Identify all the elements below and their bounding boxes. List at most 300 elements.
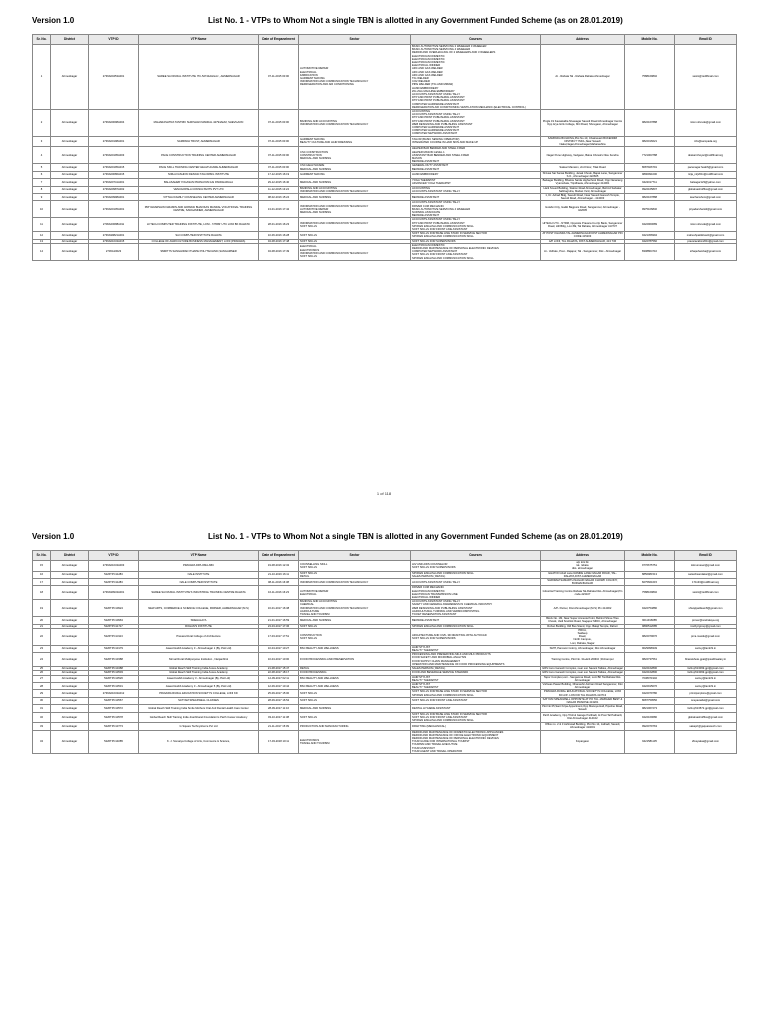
table-row: [33, 171, 737, 178]
mobile-cell: 9822016621: [625, 136, 675, 147]
courses-cell: ACCOUNTS ASSISTANT USING TALLY DRIVER CUM MECHANIC BASIC AUTOMOTIVE SERVICING 4 WHEELER NURSING ASSOCIATE BEDSIDE ASSISTANT: [411, 201, 541, 218]
address-cell: Shivsai Sai Samai Building, Janak Chouk, Bapat Lane, Sangamner S.O., Ahmednagar 422605: [541, 171, 625, 178]
table-row: [33, 628, 737, 645]
courses-cell: ACCOUNTS ASSISTANT USING TALLY DTP AND PRINT PUBLISHING ASSISTANT SPOKEN ENGLISH AND COMMUNICATION SKILL SOFT SKILLS FOR FRONT LINE ASSISTANT: [411, 218, 541, 232]
vtp-name-cell: ROHAN'S INSTITUTE: [139, 624, 259, 628]
table-row: [33, 682, 737, 689]
sr-no-cell: 25: [33, 667, 51, 671]
vtp-id-cell: 5226TPC13773: [89, 723, 139, 730]
table-row: [33, 705, 737, 712]
date-cell: 21-01-2017 16:59: [259, 617, 299, 624]
vtp-name-cell: PRAVARA RURAL EDUCATION SOCIETYS COLLEGE, LONI KD: [139, 690, 259, 697]
vtp-id-cell: 5226TPC11717: [89, 624, 139, 628]
vtp-name-cell: Global Reach Skill Training India Smile Mothers Oral And Dental Health Care Center: [139, 705, 259, 712]
table-row: [33, 164, 737, 171]
courses-cell: BEDSIDE ASSISTANT: [411, 617, 541, 624]
sector-cell: MEDICAL AND NURSING: [299, 705, 411, 712]
courses-cell: BASIC AUTOMOTIVE SERVICING 2 WHEELER 3 WHEELER BASIC AUTOMOTIVE SERVICING 4 WHEELER REPAIR AND OVERHAULING OF 2 WHEELERS AND 3 WHEELERS ELECTRICIAN DOMESTIC ELECTRICIAN DOMESTIC ELECTRICIAN DOMESTIC ELECTRICAL WINDER ARC AND GAS WELDER ARC AND GAS WELDER ARC AND GAS WELDER TIG WELDER CO2 WELDER PIPE WELDER (TIG AND MMAW) HAND EMBROIDERY ZIG ZAG MACHINE EMBROIDERY ACCOUNTS ASSISTANT USING TALLY DTP AND PRINT PUBLISHING ASSISTANT DTP AND PRINT PUBLISHING ASSISTANT COMPUTER HARDWARE ASSISTANT REFRIGERATION AIR CONDITIONING VENTILATION MECHANIC (ELECTRICAL CONTROL): [411, 45, 541, 110]
district-cell: Ahmednagar: [51, 697, 89, 704]
district-cell: Ahmednagar: [51, 171, 89, 178]
vtp-id-cell: 5226TPC13578: [89, 712, 139, 723]
sr-no-cell: 33: [33, 723, 51, 730]
table-row: [33, 675, 737, 682]
district-cell: Ahmednagar: [51, 110, 89, 137]
sr-no-cell: 13: [33, 239, 51, 243]
address-cell: A/P LONI, TAL RAHATA, DIST AHMEDNAGAR, 413 736: [541, 239, 625, 243]
sector-cell: PRODUCTION AND MANUFACTURING: [299, 723, 411, 730]
sr-no-cell: 3: [33, 136, 51, 147]
vtp-id-cell: 2736A00453A001: [89, 45, 139, 110]
vtp-id-cell: 5226TPC13526: [89, 675, 139, 682]
district-cell: Ahmednagar: [51, 653, 89, 667]
vtp-name-cell: PRIYADARSHINI GRAMIN AND ADIWASI BHAVIKAS MANDAL VOCATIONAL TRAINING CENTRE, SANGAMNER, AHMEDNAGAR: [139, 201, 259, 218]
mobile-cell: 9821067273: [625, 705, 675, 712]
vtp-name-cell: NALE COMPUTER INSTITUTE: [139, 579, 259, 586]
courses-cell: SOFT SKILLS FOR BASE LINE STAFF IN SERVICE SECTOR SOFT SKILLS FOR FRONT LINE ASSISTANT SPOKEN ENGLISH AND COMMUNICATION SKILL: [411, 712, 541, 723]
email-cell: sarruy@lambhl.in: [675, 675, 737, 682]
district-cell: Ahmednagar: [51, 586, 89, 600]
vtp-name-cell: PACE CONSTRUCTION TRAINING CENTER AHMEDNAGAR: [139, 147, 259, 164]
vtp-id-cell: 5226TPC13113: [89, 628, 139, 645]
address-cell: AT POST KHANDA TAL AHMEDNAGAR DIST AHMEDNAGAR PIN CODE 415203: [542, 232, 623, 239]
date-cell: 11-12-2015 13:24: [259, 186, 299, 193]
address-cell: Saksar Mansion, 2nd Floor, Tilak Road: [541, 164, 625, 171]
mobile-cell: 8087759556: [625, 697, 675, 704]
sr-no-cell: 11: [33, 218, 51, 232]
table-row: [33, 690, 737, 697]
table-row: [33, 193, 737, 200]
address-cell: Training Centre, Plot No. 3A+E/4 200D2 ,Shrirampur: [541, 653, 625, 667]
sector-cell: SOFT SKILLS: [299, 232, 411, 239]
address-cell: At - Velhale, Post - Rajapur, Tal - Sangamner, Dist - Ahmednagar: [541, 243, 625, 260]
sr-no-cell: 30: [33, 697, 51, 704]
address-cell: Block No. 1M, Near Super Annexia Point, Behind Shree Tiles Chowk, Vadi Snehlok Road, Nagapur MIDC, Ahmednagar: [541, 617, 625, 624]
email-cell: doskar.bhoyar@rediffmail.org: [675, 147, 737, 164]
sr-no-cell: 17: [33, 579, 51, 586]
vtp-name-cell: HI TECH COMPUTER TRAINING INSTITUTE, LONI - 'NTRM' UTC LONI BK RAHATA': [139, 218, 259, 232]
table-row: [33, 579, 737, 586]
vtp-name-cell: SATYAM SPEAKWELL CLASSES: [139, 697, 259, 704]
vtp-id-cell: 2736A01043A012: [89, 690, 139, 697]
vtp-table: [32, 550, 737, 754]
table-header-row: [33, 35, 737, 45]
address-cell: GHATOO Alvid Lane RAMDE LANE NAGAR ROAD, TAL- RAHATA,DIST-AHMEDNAGAR: [541, 571, 625, 578]
email-cell: oneyavaidel@gmail.com: [675, 697, 737, 704]
column-header: Courses: [411, 35, 541, 45]
email-cell: teachanshom@gmail.com: [675, 193, 737, 200]
date-cell: 04-08-2016 17:49: [259, 243, 299, 260]
sr-no-cell: 31: [33, 705, 51, 712]
district-cell: Ahmednagar: [51, 690, 89, 697]
courses-cell: GENERAL DUTY ASSISTANT BEDSIDE ASSISTANT: [411, 164, 541, 171]
table-row: [33, 147, 737, 164]
sr-no-cell: 10: [33, 201, 51, 218]
sr-no-cell: 24: [33, 653, 51, 667]
table-row: [33, 712, 737, 723]
courses-cell: DRIVER CUM MECHANIC ELECTRICIAN DOMESTIC ELECTRICIAN TRANSMISSION LINE ELECTRICAL WINDER: [411, 586, 541, 600]
address-cell: GRS Guru Ganesh Complex, near sun Savant Talkies, Ahmednagar: [542, 671, 623, 675]
table-row: [33, 243, 737, 260]
date-cell: 07-11-2015 00:00: [259, 164, 299, 171]
courses-cell: HAIR STYLIST BEAUTY THERAPIST: [411, 675, 541, 682]
email-cell: bharatshete.gpat@ipsabbwalary.in: [675, 653, 737, 667]
mobile-cell: 7038071902: [625, 675, 675, 682]
sr-no-cell: 21: [33, 624, 51, 628]
column-header: Sector: [299, 35, 411, 45]
vtp-id-cell: 5226TPC13388: [89, 653, 139, 667]
address-cell: GRS Guru Ganesh Complex, near sun Savant Talkies, Ahmednagar: [542, 667, 623, 671]
email-cell: info@sampada.org: [675, 136, 737, 147]
column-header: Date of Empanelment: [259, 551, 299, 561]
table-row: [33, 653, 737, 667]
email-cell: rosthyzgroup@gmail.com: [675, 624, 737, 628]
sector-cell: GARMENT MAKING BEAUTY CULTURE AND HAIR DRESSING: [299, 136, 411, 147]
date-cell: 10-04-2017 10:00: [259, 653, 299, 667]
date-cell: 13-01-2016 17:42: [259, 201, 299, 218]
district-cell: Ahmednagar: [51, 571, 89, 578]
courses-cell: HAIR STYLIST BEAUTY THERAPIST: [411, 682, 541, 689]
table-row: [33, 186, 737, 193]
address-cell: Office no. 2 & 3 Ashirwad Building, Plot No 14, Jathadi, Savedi, Ahmednagar 414001: [541, 723, 625, 730]
sr-no-cell: 15: [33, 561, 51, 572]
mobile-cell: 8308804710: [625, 243, 675, 260]
district-cell: Ahmednagar: [51, 147, 89, 164]
sr-no-cell: 32: [33, 712, 51, 723]
column-header: Address: [541, 35, 625, 45]
table-body: [33, 45, 737, 261]
sector-cell: SOFT SKILLS RETAIL: [299, 571, 411, 578]
sr-no-cell: 23: [33, 645, 51, 652]
page-header: [0, 532, 768, 548]
vtp-id-cell: 5226TPC13567: [89, 697, 139, 704]
courses-cell: TAILOR (BASIC SEWING OPERATOR) INTEGRATED COURSE IN HAIR SKIN AND MAKE UP: [411, 136, 541, 147]
table-row: [33, 617, 737, 624]
page-header: [0, 16, 768, 32]
table-row: [33, 586, 737, 600]
column-header: VTP ID: [89, 35, 139, 45]
sector-cell: ELECTRICAL ELECTRONICS INFORMATION AND COMMUNICATION TECHNOLOGY SOFT SKILLS: [299, 243, 411, 260]
vtp-name-cell: Jawed Habib Academy 3 - Ahmednagar 1 (By JSH Ltd): [139, 645, 259, 652]
column-header: District: [51, 35, 89, 45]
address-cell: Tapor Complex,Loni - Sangamna Road, Loni BK Tal-Rahata Dist-Ahmednagar: [541, 675, 625, 682]
date-cell: 08-02-2016 15:24: [259, 193, 299, 200]
sr-no-cell: 27: [33, 675, 51, 682]
vtp-name-cell: Global Reach Skill Training India Axxes Academy: [139, 667, 259, 671]
sector-cell: COUNSELLING SKILL SOFT SKILLS: [299, 561, 411, 572]
address-cell: Nagar Pune Highway, Vedgaon, Balva Chowk's Nisu Kendra: [541, 147, 625, 164]
date-cell: 25-09-2017 15:00: [259, 690, 299, 697]
date-cell: 16-01-2017 16:38: [259, 600, 299, 617]
column-header: Email ID: [675, 551, 737, 561]
document-title: List No. 1 - VTPs to Whom Not a single TBN is allotted in any Government Funded Scheme (as on 28.01.2019): [208, 16, 623, 25]
vtp-name-cell: NIRLA FASHION DESIGN TAILORING INSTITUTE: [139, 171, 259, 178]
sector-cell: RETAIL: [299, 667, 411, 671]
sector-cell: CSC HEALTHCARE MEDICAL AND NURSING: [299, 164, 411, 171]
date-cell: 28-09-2017 16:52: [259, 697, 299, 704]
district-cell: Ahmednagar: [51, 705, 89, 712]
table-row: [33, 45, 737, 110]
mobile-cell: 9422169680: [625, 712, 675, 723]
email-cell: nirja_nirj2011@rediffmail.com: [675, 171, 737, 178]
vtp-id-cell: 5226TPC13531: [89, 682, 139, 689]
mobile-cell: 9422162800: [625, 667, 675, 671]
address-cell: Harit Sneed Building, Station Road Ahmednagar, Behind Sahakar Sabhagruha, Market Yard, Ahmednagar: [541, 186, 625, 193]
table-row: [33, 697, 737, 704]
courses-cell: HELPER BAR BENDER AND STEEL FIXER HELPER MASON LEVEL 1 ASSISTANT BAR BENDER AND STEEL FIXER MASON BEDSIDE ASSISTANT: [411, 147, 541, 164]
email-cell: G21vp513099.gpt@gmail.com: [675, 671, 737, 675]
vtp-name-cell: NEW ARTS, COMMERCE & SCIENCE COLLEGE, PARNER, AHMEDNAGAR (M.S): [139, 600, 259, 617]
table-row: [33, 723, 737, 730]
sector-cell: BSC BEAUTY AND WELLNESS: [299, 645, 411, 652]
sector-cell: MEDICAL AND NURSING: [299, 193, 411, 200]
courses-cell: SPOKEN ENGLISH AND COMMUNICATION SKILL SALES PERSON ( RETAIL): [411, 571, 541, 578]
email-cell: G21vp513572.gpt@gmail.com: [675, 705, 737, 712]
address-cell: SATYAM SPEAKWELL OPPOSITE AT PO TAL JAMKHED BEST & NAGAR PRADISE 413201: [541, 697, 625, 704]
sector-cell: SOFT SKILLS: [299, 624, 411, 628]
district-cell: Ahmednagar: [51, 186, 89, 193]
district-cell: Ahmednagar: [51, 45, 89, 110]
date-cell: 21-10-2016 16:11: [259, 571, 299, 578]
courses-cell: BEDSIDE ASSISTANT: [411, 193, 541, 200]
column-header: Sector: [299, 551, 411, 561]
table-row: [33, 201, 737, 218]
courses-cell: ELECTRICIAN DOMESTIC REPAIR AND MAINTENANCE OF PERSONAL ELECTRONIC DEVICES COMPUTER NETWORK ASSISTANT SOFT SKILLS FOR FRONT LINE ASSISTANT SPOKEN ENGLISH AND COMMUNICATION SKILL: [411, 243, 541, 260]
mobile-cell: 7721003788: [625, 147, 675, 164]
vtp-id-cell: 2736A00987A002: [89, 186, 139, 193]
version-label: Version 1.0: [32, 532, 75, 541]
date-cell: 16-11-2016 16:23: [259, 586, 299, 600]
page-footer: 1 of 118: [376, 491, 392, 496]
courses-cell: DRAFTING (MECHANICAL): [411, 723, 541, 730]
courses-cell: FOOD AND BEVERAGE SERVICE STEWARD: [411, 671, 541, 675]
address-cell: Parth Academy, Opp Trishul Garage Parthadi, At Post Tal Pathardi, Dist Ahmednagar 414102: [541, 712, 625, 723]
vtp-id-cell: 5226TPC13503: [89, 671, 139, 675]
district-cell: Ahmednagar: [51, 712, 89, 723]
table-header-row: [33, 551, 737, 561]
document-title: List No. 1 - VTPs to Whom Not a single TBN is allotted in any Government Funded Scheme (as on 28.01.2019): [208, 532, 623, 541]
courses-cell: HAIR STYLIST BEAUTY THERAPIST: [411, 645, 541, 652]
sr-no-cell: 16: [33, 571, 51, 578]
mobile-cell: 9421456994: [625, 232, 675, 239]
email-cell: sssitc@rediffmail.com: [675, 586, 737, 600]
courses-cell: PROCESSING AND PRESERVING MILK AND MILK PRODUCTS FOOD SAFETY AND MICROBIAL ANALYSIS FOOD SUPPLY CHAIN MANAGEMENT OPERATION AND MAINTENANCE OF FOOD PROCESSING EQUIPMENTS: [411, 653, 541, 667]
sr-no-cell: 5: [33, 164, 51, 171]
email-cell: sthapehamba@gmail.com: [675, 243, 737, 260]
sector-cell: SOFT SKILLS: [299, 697, 411, 704]
vtp-id-cell: 2736A00195A003: [89, 147, 139, 164]
vtp-name-cell: VENUGOPALA CONSULTANTS PVT LTD: [139, 186, 259, 193]
mobile-cell: 9422017711: [625, 179, 675, 186]
address-cell: a/p loni bk tal- rahata dist- ahmednagar: [541, 561, 625, 572]
column-header: Mobile No.: [625, 35, 675, 45]
vtp-name-cell: SHREE SAI RURAL INSTITUTE'S INDUSTRIAL TRAINING CENTRE RAHATA: [139, 586, 259, 600]
column-header: Email ID: [675, 35, 737, 45]
vtp-id-cell: 2736A00195A015: [89, 164, 139, 171]
district-cell: Ahmednagar: [51, 179, 89, 186]
mobile-cell: 9011916685: [625, 617, 675, 624]
sector-cell: AUTOMOTIVE REPAIR ELECTRICAL: [299, 586, 411, 600]
district-cell: Ahmednagar: [51, 164, 89, 171]
courses-cell: ACCOUNTING ACCOUNTS ASSISTANT USING TALLY DTP AND PRINT PUBLISHING ASSISTANT DTP AND PRINT PUBLISHING ASSISTANT WEB DESIGNING AND PUBLISHING ASSISTANT COMPUTER HARDWARE ASSISTANT COMPUTER HARDWARE ASSISTANT COMPUTER NETWORK ASSISTANT: [411, 110, 541, 137]
district-cell: Ahmednagar: [51, 682, 89, 689]
vtp-name-cell: Pravara Rural College of Architecture: [139, 628, 259, 645]
mobile-cell: 9422915076: [625, 682, 675, 689]
district-cell: Ahmednagar: [51, 218, 89, 232]
mobile-cell: 9422754880: [625, 600, 675, 617]
email-cell: loknumeser@gmail.com: [675, 561, 737, 572]
email-cell: globalnashofffice@gmail.com: [675, 712, 737, 723]
sr-no-cell: 19: [33, 600, 51, 617]
district-cell: Ahmednagar: [51, 617, 89, 624]
sr-no-cell: 9: [33, 193, 51, 200]
email-cell: sarruy@lambhl.in: [675, 682, 737, 689]
sector-cell: BSC BEAUTY AND WELLNESS: [299, 682, 411, 689]
column-header: Courses: [411, 551, 541, 561]
table-row: [33, 218, 737, 232]
date-cell: 17-03-2018 10:11: [259, 730, 299, 753]
courses-cell: SOFT SKILLS FOR FRONT LINE ASSISTANT: [411, 697, 541, 704]
table-row: [33, 110, 737, 137]
sr-no-cell: 8: [33, 186, 51, 193]
sector-cell: GARMENT MAKING: [299, 171, 411, 178]
column-header: Sr. No.: [33, 551, 51, 561]
vtp-id-cell: 2736A10023: [89, 243, 139, 260]
sr-no-cell: 26: [33, 671, 51, 675]
sector-cell: CSC CONSTRUCTION CONSTRUCTION MEDICAL AND NURSING: [299, 147, 411, 164]
vtp-id-cell: 5226TPC11283: [89, 571, 139, 578]
table-row: [33, 730, 737, 753]
table-row: [33, 232, 737, 239]
table-row: [33, 645, 737, 652]
sector-cell: INFORMATION AND COMMUNICATION TECHNOLOGY AUTOMOTIVE REPAIR MEDICAL AND NURSING: [299, 201, 411, 218]
vtp-id-cell: 5226TPC13488: [89, 667, 139, 671]
column-header: District: [51, 551, 89, 561]
date-cell: 07-11-2015 00:00: [259, 136, 299, 147]
sr-no-cell: 20: [33, 617, 51, 624]
date-cell: 21-08-2017 15:47: [259, 667, 299, 671]
mobile-cell: 9890991000: [625, 171, 675, 178]
mobile-cell: 9029998349: [625, 645, 675, 652]
email-cell: shivajipatilsam8@gmail.com: [675, 600, 737, 617]
date-cell: 07-11-2015 00:00: [259, 147, 299, 164]
email-cell: sarruy@lambhl.in: [675, 645, 737, 652]
email-cell: prover@snehalaya.org: [675, 617, 737, 624]
vtp-name-cell: MAHARASHTRA TANTRIK SHIKSHAN MANDAL 42794AHM, SHEVGAON: [139, 110, 259, 137]
date-cell: 23-03-2017 17:36: [259, 624, 299, 628]
vtp-name-cell: K. J. Somaiya College of Arts, Commerce & Science,: [139, 730, 259, 753]
vtp-id-cell: 2736A99943A001: [89, 586, 139, 600]
courses-cell: ACCOUNTING ACCOUNTS ASSISTANT USING TALLY: [411, 186, 541, 193]
date-cell: 17-03-2017 17:51: [259, 628, 299, 645]
mobile-cell: 9422787560: [625, 239, 675, 243]
date-cell: 19-08-2016 12:32: [259, 561, 299, 572]
vtp-name-cell: SHREE SAI RURAL INSTITUTE ITC-52744AHGAJ , AHMEDNAGAR: [139, 45, 259, 110]
mobile-cell: 9975106840: [625, 201, 675, 218]
vtp-name-cell: COLLEGE OF AGRICULTURE BUSINESS MANAGEMENT, LONI (PRAVARA): [139, 239, 259, 243]
mobile-cell: 7588169802: [625, 586, 675, 600]
sector-cell: FOOD PROCESSING: [299, 671, 411, 675]
date-cell: 03-10-2017 11:38: [259, 712, 299, 723]
vtp-id-cell: 5226TPC13572: [89, 705, 139, 712]
sr-no-cell: 7: [33, 179, 51, 186]
vtp-name-cell: VITTHAI FAMILY COUNSELING CENTER AHMEDNAGAR: [139, 193, 259, 200]
email-cell: 171133@rediffmail.org: [675, 579, 737, 586]
courses-cell: HIV AND AIDS COUNSELOR SOFT SKILLS FOR SUPERVISORS: [411, 561, 541, 572]
district-cell: Ahmednagar: [51, 201, 89, 218]
sr-no-cell: 6: [33, 171, 51, 178]
courses-cell: YOGA THERAPIST ADVANCED YOGA THERAPIST: [411, 179, 541, 186]
date-cell: 29-12-2015 16:40: [259, 179, 299, 186]
vtp-name-cell: SNEHALAYA: [139, 617, 259, 624]
mobile-cell: 9422162800: [625, 671, 675, 675]
vtp-id-cell: 2736A00741A001: [89, 179, 139, 186]
courses-cell: ARCHITECTURE AND CIVIL 3D DRAFTING WITH AUTOCAD SOFT SKILLS FOR SUPERVISORS: [411, 628, 541, 645]
vtp-id-cell: 2736A00998A001: [89, 193, 139, 200]
address-cell: HITECH UTC - NTRM, Opposite Pravara Co-Op Bank, Sangamner Road, Hill Bldg, Loni Bk, Tal Rahata, Ahmednagar 413737: [541, 218, 625, 232]
address-cell: Plot No 05,Sant Kripa Appartment,Opp Maneya Hall, Pipeline Road, Savedi: [542, 705, 623, 712]
version-label: Version 1.0: [32, 16, 75, 25]
sector-cell: BSC BEAUTY AND WELLNESS: [299, 675, 411, 682]
courses-cell: ACCOUNTS ASSISTANT USING TALLY SAFETY AND GENERAL AWARENESS IN CHEMICAL INDUSTRY WEB DESIGNING AND PUBLISHING ASSISTANT AGRICULTURAL TURNING AND VERMICOMPOSTING TICKET RESERVATION ASSISTANT: [411, 600, 541, 617]
sr-no-cell: 29: [33, 690, 51, 697]
vtp-name-cell: SAMPADA TRUST, AHMEDNAGAR: [139, 136, 259, 147]
courses-cell: REPAIR AND MAINTENANCE OF DOMESTIC ELECTRONIC APPLIANCES REPAIR AND MAINTENANCE OF OFFICE ELECTRONIC EQUIPMENT REPAIR AND MAINTENANCE OF PERSONAL ELECTRONIC DEVICES TOUR GUIDE FOR INTERNATIONAL TOURIST TOURISM AND TRAVEL EXECUTIVE TOUR ASSISTANT TOUR AGENT AND TRAVEL OPERATOR: [411, 730, 541, 753]
address-cell: SHRIRAM SAMARTH NAGAR NAGAR CHOWK COLONY, BURHANNAGAR: [541, 579, 625, 586]
courses-cell: SALES PERSON ( RETAIL): [411, 667, 541, 671]
address-cell: PRCA, Saideep Road, North Campus, Loni, Rahata, Nagar: [541, 628, 625, 645]
mobile-cell: 9776675751: [625, 561, 675, 572]
courses-cell: SOFT SKILLS FOR BASE LINE STAFF IN SERVICE SECTOR SPOKEN ENGLISH AND COMMUNICATION SKILL: [411, 232, 541, 239]
vtp-id-cell: 5226TPC10924: [89, 600, 139, 617]
date-cell: 17-12-2015 16:19: [259, 171, 299, 178]
mobile-cell: 7588169802: [625, 45, 675, 110]
date-cell: 10-06-2016 16:28: [259, 232, 299, 239]
vtp-id-cell: 2736A01043A003: [89, 561, 139, 572]
sr-no-cell: 18: [33, 586, 51, 600]
district-cell: Ahmednagar: [51, 667, 89, 671]
district-cell: Ahmednagar: [51, 671, 89, 675]
mobile-cell: 8087926791: [625, 164, 675, 171]
address-cell: SAMPADA BUILDING,Plot No.10, Chakravarti BUKENDRI DISTRICT YMCL,Near Savedi Naka,Nagar,Ahmednagar,Maharashtra: [541, 136, 625, 147]
vtp-id-cell: 2736A00105A001: [89, 201, 139, 218]
sr-no-cell: 22: [33, 628, 51, 645]
address-cell: Industrial Training Centre Rahata Tal-Rahata Dist- Ahmednagar,Pin code-423107: [541, 586, 625, 600]
date-cell: 21-11-2017 15:09: [259, 723, 299, 730]
date-cell: 12-09-2017 10:44: [259, 682, 299, 689]
vtp-name-cell: SMRITI'S SANGHIRAD ITHAPE POLYTECHNIC,SANGAMNER: [139, 243, 259, 260]
date-cell: 07-11-2015 00:00: [259, 110, 299, 137]
vtp-name-cell: PRAVARA DIPLOMA ABC: [139, 561, 259, 572]
sector-cell: INFORMATION AND COMMUNICATION TECHNOLOGY: [299, 579, 411, 586]
table-row: [33, 600, 737, 617]
date-cell: 28-09-2017 11:16: [259, 705, 299, 712]
mobile-cell: 9822079676: [625, 628, 675, 645]
date-cell: 28-01-2016 16:23: [259, 218, 299, 232]
district-cell: Ahmednagar: [51, 193, 89, 200]
vtp-name-cell: Jawed Habib Academy 3 - Ahmednagar 5 (By JSH Ltd): [139, 682, 259, 689]
address-cell: Rohan Building, Old Bus Stand, Opp. Balaji Temple, Rahuri: [541, 624, 625, 628]
district-cell: Ahmednagar: [51, 723, 89, 730]
mobile-cell: 9922079763: [625, 723, 675, 730]
vtp-id-cell: 5226TPC10963: [89, 617, 139, 624]
vtp-name-cell: G Square Technysherce Pvt Ltd: [139, 723, 259, 730]
table-row: [33, 561, 737, 572]
email-cell: maheshpatilshastri@gmail.com: [675, 232, 737, 239]
vtp-name-cell: Global Reach Skill Training India Jnanbharati Foundation's Parth Career Academy: [139, 712, 259, 723]
sector-cell: MEDICAL AND NURSING: [299, 179, 411, 186]
email-cell: pacenagar.health@gmail.com: [675, 164, 737, 171]
district-cell: Ahmednagar: [51, 628, 89, 645]
